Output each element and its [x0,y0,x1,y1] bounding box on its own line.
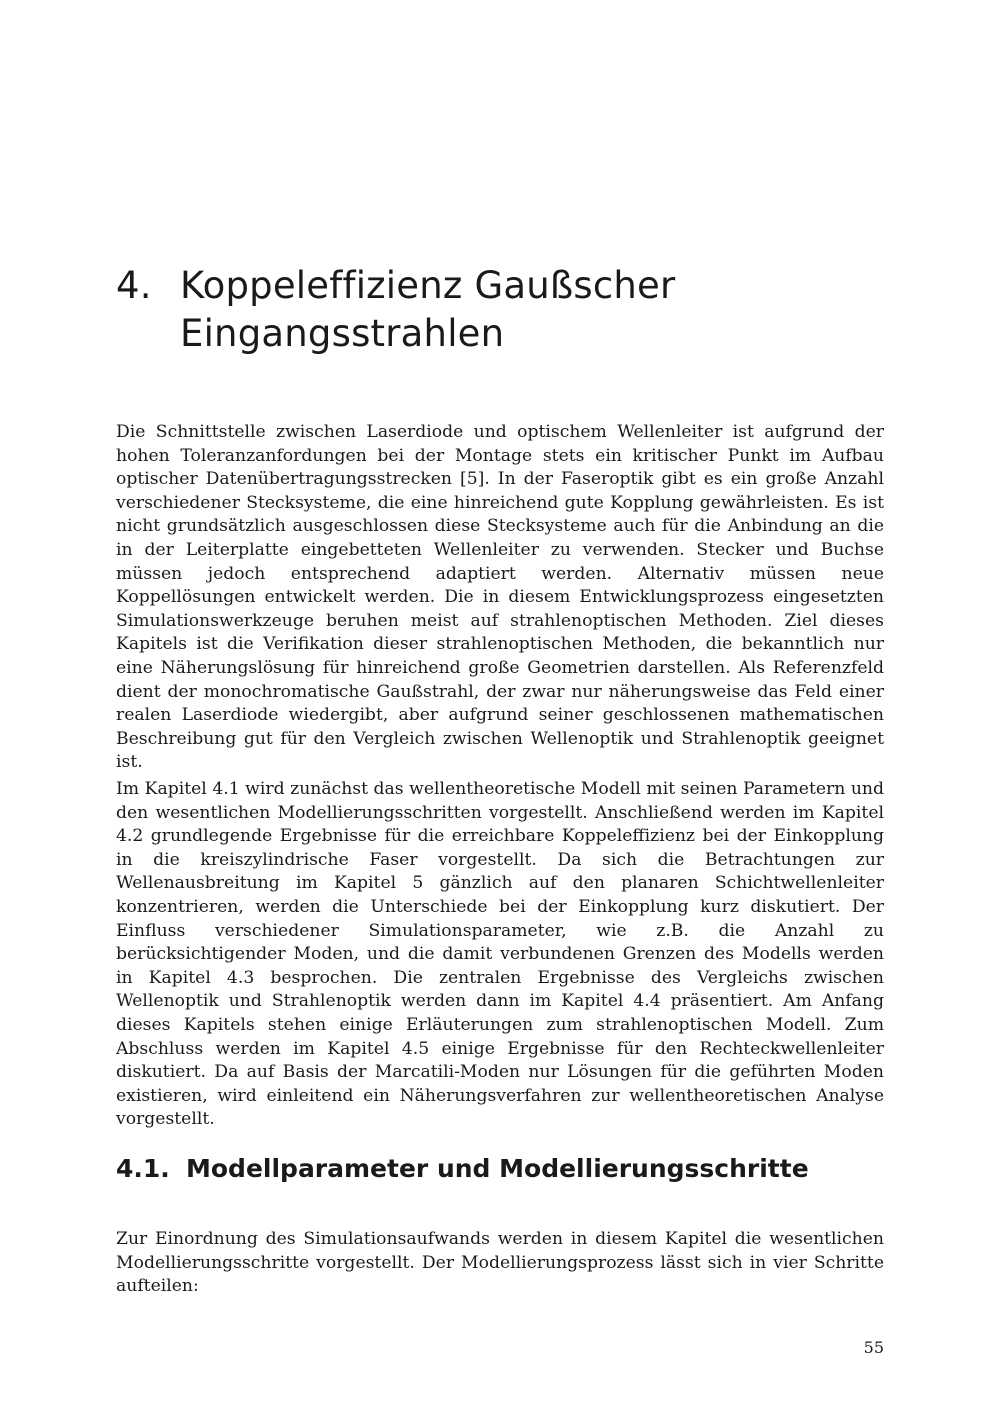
section-title: Modellparameter und Modellierungsschritte [186,1154,809,1183]
chapter-title-line-1: Koppeleffizienz Gaußscher [180,264,676,307]
body-paragraph-2: Im Kapitel 4.1 wird zunächst das wellentheoretische Modell mit seinen Parametern und den wesentlichen Modellierungsschritten vorgestellt. Anschließend werden im Kapitel 4.2 grundlegende Ergebnisse für die erreichbare Koppeleffizienz bei der Einkopplung in die kreiszylindrische Faser vorgestellt. Da sich die Betrachtungen zur Wellenausbreitung im Kapitel 5 gänzlich auf den planaren Schichtwellenleiter konzentrieren, werden die Unterschiede bei der Einkopplung kurz diskutiert. Der Einfluss verschiedener Simulationsparameter, wie z.B. die Anzahl zu berücksichtigender Moden, und die damit verbundenen Grenzen des Modells werden in Kapitel 4.3 besprochen. Die zentralen Ergebnisse des Vergleichs zwischen Wellenoptik und Strahlenoptik werden dann im Kapitel 4.4 präsentiert. Am Anfang dieses Kapitels stehen einige Erläuterungen zum strahlenoptischen Modell. Zum Abschluss werden im Kapitel 4.5 einige Ergebnisse für den Rechteckwellenleiter diskutiert. Da auf Basis der Marcatili-Moden nur Lösungen für die geführten Moden existieren, wird einleitend ein Näherungsverfahren zur wellentheoretischen Analyse vorgestellt. [116,779,884,1130]
body-paragraph-1: Die Schnittstelle zwischen Laserdiode und optischem Wellenleiter ist aufgrund der hohen Toleranzanfordungen bei der Montage stets ein kritischer Punkt im Aufbau optischer Datenübertragungsstrecken [5]. In der Faseroptik gibt es ein große Anzahl verschiedener Stecksysteme, die eine hinreichend gute Kopplung gewährleisten. Es ist nicht grundsätzlich ausgeschlossen diese Stecksysteme auch für die Anbindung an die in der Leiterplatte eingebetteten Wellenleiter zu verwenden. Stecker und Buchse müssen jedoch entsprechend adaptiert werden. Alternativ müssen neue Koppellösungen entwickelt werden. Die in diesem Entwicklungsprozess eingesetzten Simulationswerkzeuge beruhen meist auf strahlenoptischen Methoden. Ziel dieses Kapitels ist die Verifikation dieser strahlenoptischen Methoden, die bekanntlich nur eine Näherungslösung für hinreichend große Geometrien darstellen. Als Referenzfeld dient der monochromatische Gaußstrahl, der zwar nur näherungsweise das Feld einer realen Laserdiode wiedergibt, aber aufgrund seiner geschlossenen mathematischen Beschreibung gut für den Vergleich zwischen Wellenoptik und Strahlenoptik geeignet ist. [116,422,884,773]
page-number: 55 [863,1338,884,1357]
section-heading [116,1152,896,1186]
chapter-heading [116,262,896,358]
body-paragraph-3: Zur Einordnung des Simulationsaufwands werden in diesem Kapitel die wesentlichen Modellierungsschritte vorgestellt. Der Modellierungsprozess lässt sich in vier Schritte aufteilen: [116,1229,884,1297]
chapter-title-line-2: Eingangsstrahlen [180,312,505,355]
chapter-number: 4. [116,264,152,307]
section-number: 4.1. [116,1154,170,1183]
